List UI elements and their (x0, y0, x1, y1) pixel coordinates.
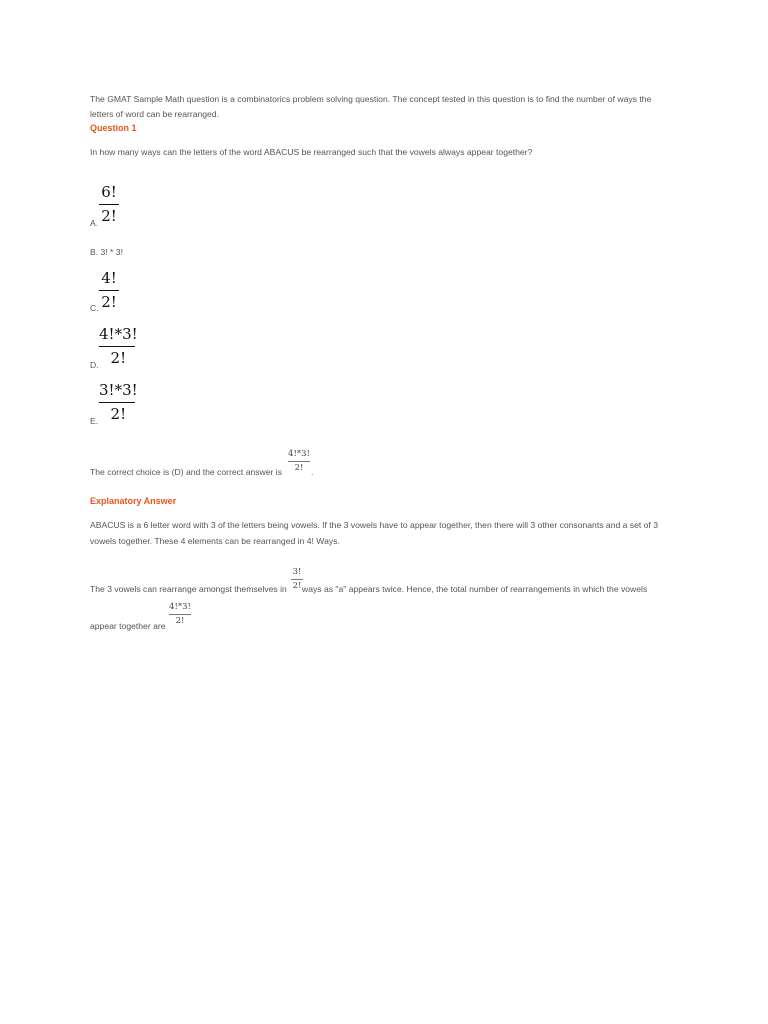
total-arrangements-denominator: 2! (175, 615, 185, 626)
correct-answer-fraction (288, 450, 310, 472)
vowel-arrangement-denominator: 2! (292, 580, 302, 591)
choice-c-denominator: 2! (101, 293, 117, 311)
choice-a-numerator: 6! (101, 183, 117, 201)
correct-answer-period: . (311, 467, 314, 477)
choice-e-fraction (99, 383, 138, 422)
choice-d-numerator: 4!*3! (99, 325, 138, 343)
choice-d-denominator: 2! (110, 349, 127, 367)
choice-c-numerator: 4! (101, 269, 117, 287)
intro-line-2: letters of word can be rearranged. (90, 109, 219, 119)
correct-answer-denominator: 2! (294, 462, 304, 473)
choice-b-label: B. 3! * 3! (90, 247, 123, 257)
choice-e-label: E. (90, 416, 99, 426)
question-text: In how many ways can the letters of the word ABACUS be rearranged such that the vowels always appear together? (90, 147, 533, 157)
fraction-bar (288, 461, 310, 462)
choice-a-fraction (99, 185, 119, 224)
explanation-line-4: appear together are (90, 621, 166, 631)
explanation-line-3-end: ways as "a" appears twice. Hence, the total number of rearrangements in which the vowels (302, 584, 648, 594)
question-heading: Question 1 (90, 123, 137, 133)
correct-answer-text: The correct choice is (D) and the correct answer is (90, 467, 282, 477)
choice-e-denominator: 2! (110, 405, 127, 423)
fraction-bar (291, 579, 303, 580)
choice-d-label: D. (90, 360, 99, 370)
choice-a-denominator: 2! (101, 207, 117, 225)
total-arrangements-fraction (169, 603, 191, 625)
vowel-arrangement-numerator: 3! (292, 567, 302, 577)
fraction-bar (99, 346, 135, 347)
explanation-line-2: vowels together. These 4 elements can be rearranged in 4! Ways. (90, 536, 340, 546)
fraction-bar (169, 614, 191, 615)
explanation-heading: Explanatory Answer (90, 496, 177, 506)
total-arrangements-numerator: 4!*3! (169, 602, 191, 612)
correct-answer-numerator: 4!*3! (288, 449, 310, 459)
fraction-bar (99, 204, 119, 205)
intro-line-1: The GMAT Sample Math question is a combinatorics problem solving question. The concept tested in this question is to find the number of ways the (90, 94, 652, 104)
fraction-bar (99, 290, 119, 291)
choice-c-fraction (99, 271, 119, 310)
fraction-bar (99, 402, 135, 403)
choice-e-numerator: 3!*3! (99, 381, 138, 399)
explanation-line-3-start: The 3 vowels can rearrange amongst themselves in (90, 584, 287, 594)
choice-a-label: A. (90, 218, 99, 228)
choice-d-fraction (99, 327, 138, 366)
choice-c-label: C. (90, 303, 99, 313)
explanation-line-1: ABACUS is a 6 letter word with 3 of the letters being vowels. If the 3 vowels have to appear together, then there will 3 other consonants and a set of 3 (90, 520, 658, 530)
